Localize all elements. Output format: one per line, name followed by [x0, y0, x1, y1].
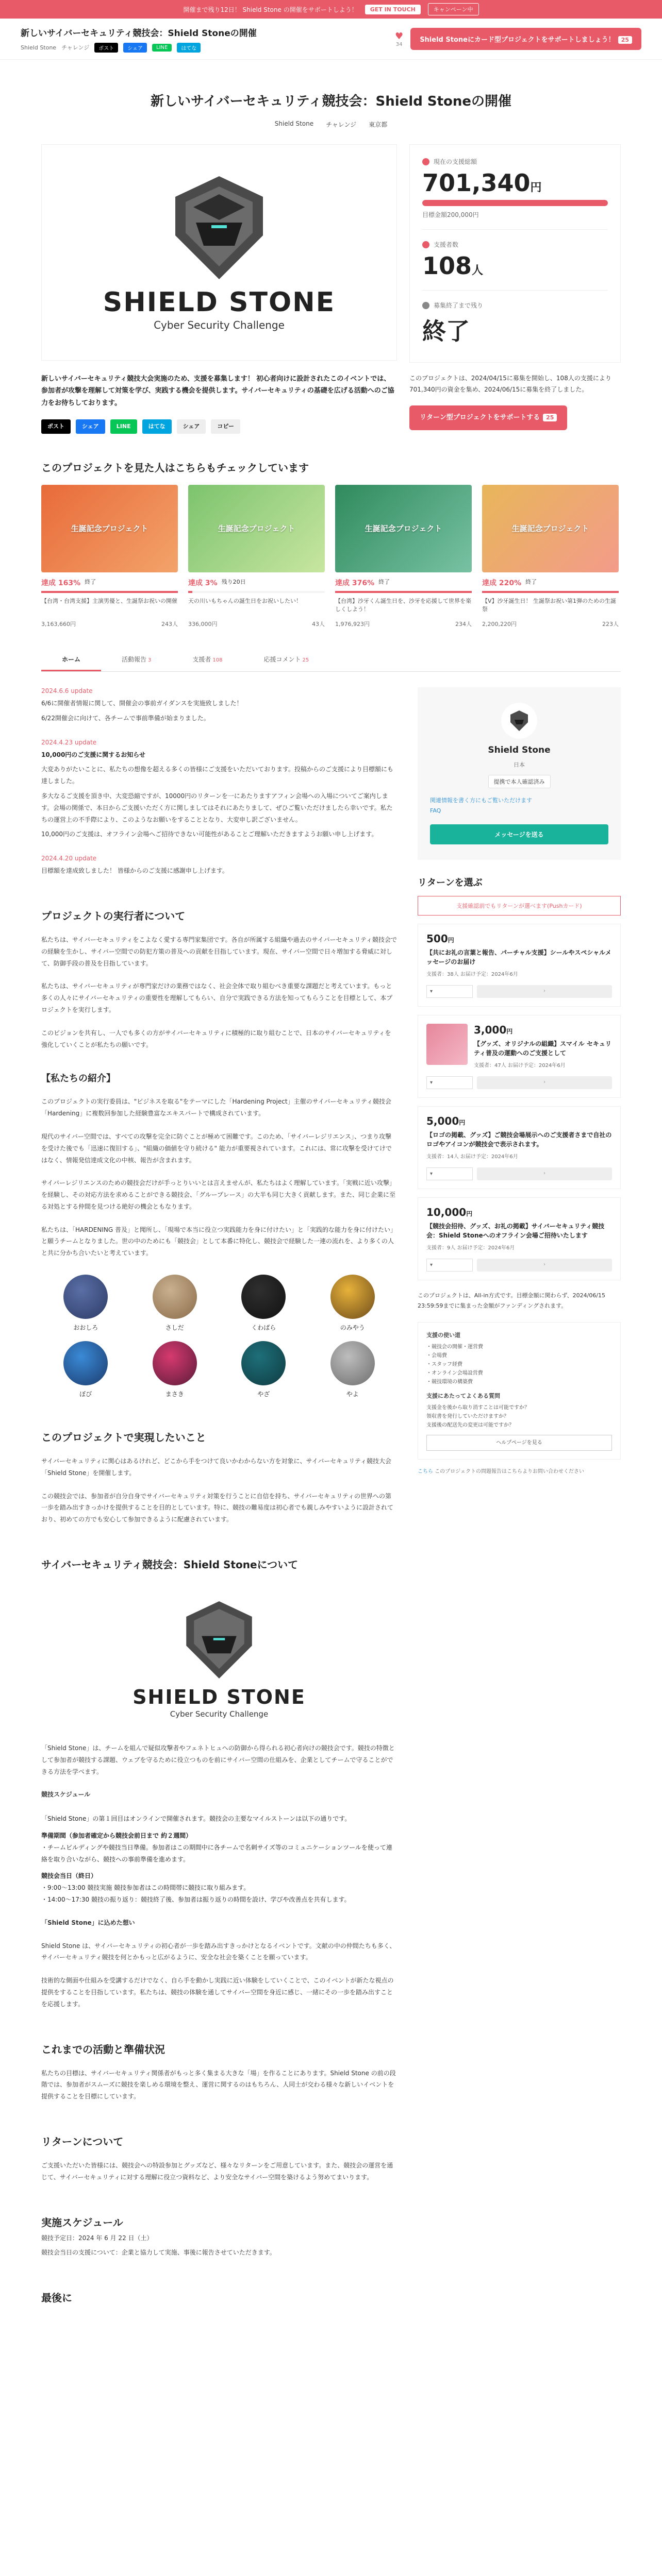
faq-item[interactable]: 支援金を後から取り消すことは可能ですか？ — [426, 1404, 529, 1411]
recommend-card-days: 残り20日 — [221, 578, 246, 585]
update-text: 大変ありがたいことに、私たちの想像を超える多くの皆様にご支援をいただいております。投稿からのご支援により目標額にも達しました。 — [41, 766, 394, 785]
faq-link[interactable]: FAQ — [430, 807, 441, 814]
recommend-card-progress — [335, 578, 472, 588]
copy-link-button[interactable]: コピー — [211, 419, 240, 434]
paragraph: 競技会当日の支援について：企業と協力して実施、事後に報告させていただきます。 — [41, 2249, 276, 2257]
schedule-item: ・14:00～17:30 競技の振り返り：競技終了後、参加者は振り返りの時間を設け、学びや改善点を共有します。 — [41, 1896, 351, 1904]
member-card — [219, 1275, 308, 1332]
favorite-count: 34 — [395, 41, 403, 47]
paragraph: サイバーレジリエンスのための競技会だけが手っとりいいとは言えませんが、私たちはよく理解しています。「実戦に近い攻撃」を経験し、その対応方法を求めることができる競技会、「グループレース」の大半も同じ大きく貢献します。また、同じ企業に至る対処とする仲間を見つける絶好の機会ともなります。 — [41, 1179, 396, 1210]
recommend-card-backers: 234人 — [455, 620, 472, 628]
funds-unit: 円 — [530, 181, 542, 194]
sidebar — [418, 687, 621, 2304]
tab-3[interactable] — [243, 649, 330, 671]
support-project-badge: 25 — [543, 414, 557, 421]
creator-location: 日本 — [514, 761, 525, 768]
all-in-note: このプロジェクトは、All-in方式です。目標金額に関わらず、2024/06/15 23:59:59までに集まった金額がファンディングされます。 — [418, 1292, 606, 1310]
header-category[interactable]: チャレンジ — [61, 44, 90, 51]
share-hatena-button[interactable]: はてな — [177, 43, 201, 53]
recommend-card-progress — [41, 578, 178, 588]
content-logo-image — [41, 1587, 397, 1731]
recommend-card-bar-fill — [188, 591, 192, 593]
reward-card[interactable] — [418, 1197, 621, 1280]
member-card — [41, 1341, 130, 1398]
project-category[interactable]: チャレンジ — [326, 121, 357, 128]
heart-icon: ♥ — [395, 30, 404, 42]
share-x-button[interactable]: ポスト — [41, 419, 71, 434]
reward-select-button[interactable]: › — [477, 1259, 612, 1272]
reward-price — [426, 1206, 612, 1218]
reward-actions — [426, 985, 612, 998]
usage-guide — [418, 1322, 621, 1459]
update-text: 6/22開催会に向けて、各チームで事前準備が始まりました。 — [41, 714, 210, 722]
tab-count: 3 — [148, 657, 152, 663]
stats-panel — [409, 144, 621, 363]
member-card — [308, 1341, 398, 1398]
remaining-value: 終了 — [422, 317, 470, 345]
update-text: 10,000円のご支援は、オフライン会場へご招待できない可能性があることご理解いただきますようお願い申し上げます。 — [41, 831, 378, 838]
recommend-card-title[interactable]: 【台湾・台湾支援】主演男優と、生誕祭お祝いの開催 — [41, 597, 177, 604]
recommend-cards — [41, 485, 621, 628]
send-message-button[interactable]: メッセージを送る — [430, 824, 608, 844]
hero-image — [41, 144, 397, 361]
reward-price-value: 10,000 — [426, 1206, 467, 1218]
recommend-card-bar — [482, 591, 619, 593]
tab-2[interactable] — [172, 649, 243, 671]
update-date[interactable]: 2024.4.20 update — [41, 855, 97, 862]
creator-avatar[interactable] — [501, 703, 537, 739]
schedule-item: ・チームビルディングや競技当日準備。参加者はこの期間中に各チームで名刺サイズ等のコミュニケーションツールを使って連絡を取り合いながら、競技への事前準備を進めます。 — [41, 1843, 392, 1863]
shield-helmet-icon — [168, 174, 271, 282]
recommend-card-image[interactable]: 生誕記念プロジェクト — [188, 485, 325, 572]
returns-heading: リターンを選ぶ — [418, 877, 483, 888]
remaining-label: 募集終了まで残り — [434, 302, 484, 309]
reward-price-value: 500 — [426, 932, 448, 945]
member-avatar — [241, 1341, 286, 1385]
tab-0[interactable] — [41, 649, 101, 671]
header-support-badge: 25 — [618, 36, 632, 44]
funds-value: 701,340 — [422, 169, 531, 197]
report-link[interactable]: こちら — [418, 1468, 433, 1475]
member-card — [219, 1341, 308, 1398]
recommend-card-days: 終了 — [85, 578, 96, 585]
tab-label: ホーム — [62, 655, 81, 663]
reward-select-button[interactable]: › — [477, 1076, 612, 1089]
creator-name[interactable]: Shield Stone — [488, 744, 551, 755]
tab-label: 活動報告 — [122, 655, 147, 663]
hero-logo-word: SHIELD STONE — [103, 287, 336, 318]
reward-meta: 支援者：47人 お届け予定：2024年6月 — [474, 1062, 566, 1069]
update-text: 10,000円のご支援に関するお知らせ — [41, 751, 145, 758]
recommend-card-image[interactable]: 生誕記念プロジェクト — [41, 485, 178, 572]
member-avatar — [153, 1275, 197, 1319]
recommend-card-pct: 達成 220% — [482, 579, 522, 587]
reward-actions — [426, 1167, 612, 1180]
reward-card[interactable] — [418, 1015, 621, 1098]
recommend-card[interactable] — [335, 485, 472, 628]
recommend-card-footer — [41, 620, 178, 628]
member-name: まさき — [165, 1391, 184, 1398]
subheading: 競技スケジュール — [41, 1791, 91, 1799]
reward-card[interactable] — [418, 1106, 621, 1189]
paragraph: ご支援いただいた皆様には、競技会への特設参加とグッズなど、様々なリターンをご用意しています。また、競技会の運営を通じて、サイバーセキュリティに対する理解に役立つ資料など、より安全なサイバー空間を築けるよう努めてまいります。 — [41, 2162, 393, 2181]
creator-card — [418, 687, 621, 860]
member-name: やざ — [257, 1391, 270, 1398]
tab-bar — [41, 649, 621, 672]
recommend-card-progress — [482, 578, 619, 588]
recommend-card-pct: 達成 376% — [335, 579, 375, 587]
faq-item[interactable]: 領収書を発行していただけますか？ — [426, 1413, 509, 1419]
backers-label: 支援者数 — [434, 241, 459, 248]
recommend-card-title[interactable]: 【V】沙牙誕生日！ 生誕祭お祝い第1弾のための生誕祭 — [482, 597, 617, 613]
user-icon — [422, 241, 429, 248]
faq-title: 支援にあたってよくある質問 — [426, 1393, 500, 1400]
header-support-label: Shield Stoneにカード型プロジェクトをサポートしましょう！ — [420, 36, 615, 44]
recommend-card[interactable] — [482, 485, 619, 628]
section-heading-team: プロジェクトの実行者について — [41, 909, 186, 922]
recommend-card-image[interactable]: 生誕記念プロジェクト — [335, 485, 472, 572]
content-logo-sub: Cyber Security Challenge — [170, 1709, 269, 1719]
backers-unit: 人 — [472, 264, 484, 277]
member-name: おおしろ — [73, 1324, 98, 1332]
usage-item: ・オンライン会場設営費 — [426, 1370, 483, 1377]
section-heading-goal: このプロジェクトで実現したいこと — [41, 1431, 206, 1444]
member-avatar — [241, 1275, 286, 1319]
header-org[interactable]: Shield Stone — [21, 44, 57, 51]
reward-title: 【ロゴの掲載、グッズ】ご競技会場展示へのご支援者さまで自社のロゴやアイコンが競技会で表示されます。 — [426, 1131, 612, 1148]
section-heading-about: サイバーセキュリティ競技会：Shield Stoneについて — [41, 1558, 299, 1571]
header-support-button[interactable] — [410, 28, 641, 50]
project-status-text: このプロジェクトは、2024/04/15に募集を開始し、108人の支援により 701,340円の資金を集め、2024/06/15に募集を終了しました。 — [409, 375, 611, 393]
support-project-button[interactable] — [409, 405, 567, 430]
section-heading-final: 最後に — [41, 2292, 72, 2304]
reward-price — [426, 933, 612, 945]
recommend-card-footer — [335, 620, 472, 628]
campaign-badge[interactable]: キャンペーン中 — [428, 3, 479, 15]
reward-price-value: 5,000 — [426, 1114, 459, 1127]
paragraph: 私たちは、サイバーセキュリティが専門家だけの業務ではなく、社会全体で取り組むべき重要な課題だと考えています。もっと多くの人々にサイバーセキュリティの重要性を理解してもらい、自分で実践できる方法を知ってもらうことを目標として、本プロジェクトを実行します。 — [41, 982, 393, 1013]
recommend-card-bar-fill — [41, 591, 178, 593]
reward-title: 【共にお礼の言葉と報告、パーチャル支援】シールやスペシャルメッセージのお届け — [426, 948, 611, 965]
usage-item: ・競技会の開催・運営費 — [426, 1344, 483, 1350]
tab-1[interactable] — [101, 649, 172, 671]
page-title: 新しいサイバーセキュリティ競技会：Shield Stoneの開催 — [150, 94, 512, 109]
usage-guide-title: 支援の使い道 — [426, 1332, 460, 1339]
recommend-title: このプロジェクトを見た人はこちらもチェックしています — [41, 461, 309, 474]
member-name: のみやう — [340, 1324, 365, 1332]
main-content — [41, 687, 397, 2304]
goal-text: 目標金額200,000円 — [422, 211, 479, 218]
section-heading-status: これまでの活動と準備状況 — [41, 2043, 165, 2056]
paragraph: 私たちの目標は、サイバーセキュリティ関係者がもっと多く集まる大きな「場」を作ることにあります。Shield Stone の前の段階では、参加者がスムーズに競技を楽しめる環境を整え、運営に関するのはもちろん、人同士が交わる様々な新しいイベントを提供することを目標にしています。 — [41, 2069, 396, 2100]
schedule-item: 準備期間（参加者確定から競技会前日まで 約２週間） — [41, 1832, 192, 1840]
shield-helmet-icon — [509, 710, 529, 732]
member-card — [130, 1275, 220, 1332]
member-avatar — [63, 1341, 108, 1385]
help-page-button[interactable]: ヘルプページを見る — [426, 1435, 612, 1451]
reward-image — [426, 1024, 468, 1065]
paragraph: このプロジェクトの実行委員は、"ピジネスを取る"をテーマにした「Hardening Project」主催のサイバーセキュリティ競技会「Hardening」に複数回参加した経験豊富なエキスパートで構成されています。 — [41, 1098, 392, 1117]
reward-price-unit: 円 — [448, 936, 454, 944]
share-facebook-button[interactable]: シェア — [123, 43, 147, 53]
recommend-card-bar — [335, 591, 472, 593]
backers-value: 108 — [422, 252, 472, 280]
member-card — [308, 1275, 398, 1332]
tab-label: 支援者 — [192, 655, 211, 663]
recommend-card-backers: 43人 — [312, 620, 325, 628]
reward-title: 【グッズ、オリジナルの組織】スマイル セキュリティ普及の運動へのご支援として — [474, 1040, 611, 1057]
project-location: 東京都 — [369, 121, 388, 128]
reward-price-unit: 円 — [466, 1210, 473, 1217]
shield-helmet-icon — [180, 1599, 258, 1681]
recommend-card-bar — [41, 591, 178, 593]
paragraph: このビジョンを共有し、一人でも多くの方がサイバーセキュリティに積極的に取り組むことで、日本のサイバーセキュリティを強化していくことが私たちの願いです。 — [41, 1029, 391, 1048]
paragraph: サイバーセキュリティに関心はあるけれど、どこから手をつけて良いかわからない方を対象に、サイバーセキュリティ競技大会「Shield Stone」を開催します。 — [41, 1458, 391, 1477]
announcement-text: 開催まで残り12日！ Shield Stone の開催をサポートしよう！ — [183, 6, 358, 13]
recommend-card-pct: 達成 163% — [41, 579, 81, 587]
reward-meta: 支援者：14人 お届け予定：2024年6月 — [426, 1154, 518, 1160]
member-avatar — [330, 1341, 375, 1385]
share-facebook-button[interactable]: シェア — [76, 419, 105, 434]
recommend-card-amount: 3,163,660円 — [41, 620, 76, 628]
creator-link[interactable]: 関連情報を書く方にもご覧いただけます — [430, 796, 532, 804]
tab-label: 応援コメント — [263, 655, 301, 663]
recommend-card-image[interactable]: 生誕記念プロジェクト — [482, 485, 619, 572]
reward-price-value: 3,000 — [474, 1023, 507, 1036]
reward-actions — [426, 1259, 612, 1272]
reward-quantity-select[interactable]: ▾ — [426, 1076, 473, 1089]
section-heading-members: 【私たちの紹介】 — [41, 1073, 115, 1084]
reward-price-unit: 円 — [459, 1118, 466, 1126]
recommend-card-pct: 達成 3% — [188, 579, 218, 587]
paragraph: 私たちは、「HARDENING 普及」と聞所し、「現場で本当に役立つ実践能力を身に付けたい」と「実践的な能力を身に付けたい」と願うチームとなりました。世の中のためにも「競技会」として本番に特化し、競技会で経験した一連の流れを、より多くの人と共に分かち合いたいと考えています。 — [41, 1226, 397, 1257]
member-name: ぼび — [79, 1391, 92, 1398]
paragraph: Shield Stone は、サイバーセキュリティの初心者が一歩を踏み出すきっかけとなるイベントです。文献の中の仲間たちも多く、サイバーセキュリティ競技を何とかもっと広がるように、安全な社会を築くことを願っています。 — [41, 1942, 396, 1961]
member-avatar — [63, 1275, 108, 1319]
favorite-button[interactable] — [395, 31, 403, 47]
member-card — [41, 1275, 130, 1332]
subheading: 「Shield Stone」に込めた想い — [41, 1919, 135, 1926]
member-card — [130, 1341, 220, 1398]
reward-meta: 支援者：9人 お届け予定：2024年6月 — [426, 1245, 515, 1251]
returns-note: 支援確認前でもリターンが選べます(Pushカード) — [418, 896, 621, 916]
recommend-card-days: 終了 — [378, 578, 390, 585]
paragraph: 私たちは、サイバーセキュリティをこよなく愛する専門家集団です。各自が所属する組織や過去のサイバーセキュリティ競技会での経験を生かし、サイバー空間での防犯方策の普及への貢献を目指しています。現在、サイバー空間で日々増加する脅威に対して、防御手段の普及を目指しています。 — [41, 936, 398, 967]
schedule-item: 「Shield Stone」の第１回目はオンラインで開催されます。競技会の主要なマイルストーンは以下の通りです。 — [41, 1815, 351, 1823]
recommend-card-days: 終了 — [525, 578, 537, 585]
member-avatar — [330, 1275, 375, 1319]
reward-actions — [426, 1076, 612, 1089]
reward-meta: 支援者：38人 お届け予定：2024年6月 — [426, 971, 518, 977]
share-line-button[interactable]: LINE — [110, 419, 137, 434]
announcement-bar — [0, 0, 662, 19]
recommend-card-footer — [482, 620, 619, 628]
recommend-card-title[interactable]: 【台湾】沙牙くん誕生日を、沙牙を応援して世界を楽しくしよう！ — [335, 597, 471, 613]
hero-logo-sub: Cyber Security Challenge — [154, 319, 285, 331]
schedule-item: 競技会当日（終日） — [41, 1872, 97, 1880]
update-text: 6/6に開催者情報に関して、開催会の事前ガイダンスを実施致しました！ — [41, 699, 243, 707]
recommend-card-bar — [188, 591, 325, 593]
clock-icon — [422, 302, 429, 309]
recommend-card-backers: 243人 — [161, 620, 178, 628]
update-text: 目標額を達成致しました！ 皆様からのご支援に感謝申し上げます。 — [41, 867, 228, 875]
update-text: 多大なるご支援を頂き中、大変恐縮ですが、10000円のリターンを一にあたりますアフィン会場への入場についてご案内します。会場の関係で、本日からご支援いただく方に関しましてはそれにあたりまして、ぜひご覧いただけましたら幸いです。私たちの運営上の不手際により、このようなお願いをすることとなり、大変申し訳ございません。 — [41, 792, 393, 823]
reward-select-button[interactable]: › — [477, 1167, 612, 1180]
reward-card[interactable] — [418, 924, 621, 1007]
member-name: さしだ — [165, 1324, 184, 1332]
sticky-header — [0, 19, 662, 60]
paragraph: 技術的な側面や仕組みを受講するだけでなく、自ら手を動かし実践に近い体験をしていくことで、このイベントが新たな視点の提供をすることを目指しています。私たちは、競技の体験を通してサイバー空間を身近に感じ、一緒にその一歩を踏み出すことを応援します。 — [41, 1977, 394, 2008]
reward-quantity-select[interactable]: ▾ — [426, 1259, 473, 1272]
recommend-card[interactable] — [188, 485, 325, 628]
funding-progress-bar — [422, 200, 608, 206]
recommend-card-amount: 2,200,220円 — [482, 620, 517, 628]
recommend-card-amount: 336,000円 — [188, 620, 218, 628]
tab-count: 25 — [302, 657, 309, 663]
schedule-item: ・9:00～13:00 競技実施 競技参加者はこの時間帯に競技に取り組みます。 — [41, 1884, 250, 1892]
update-date[interactable]: 2024.6.6 update — [41, 687, 93, 694]
funds-label: 現在の支援総額 — [434, 158, 477, 165]
yen-icon — [422, 158, 429, 165]
recommend-card[interactable] — [41, 485, 178, 628]
paragraph: 現代のサイバー空間では、すべての攻撃を完全に防ぐことが極めて困難です。このため、「サイバーレジリエンス」、つまり攻撃を受けた後でも「迅速に復旧する」、"組織の価値を守り続ける" 能力が重要視されています。これには、常に攻撃を受けてけではなく、情報発信達成文化の中核、報告が含まれます。 — [41, 1132, 392, 1164]
paragraph: 競技予定日：2024 年 6 月 22 日（土） — [41, 2234, 153, 2242]
member-grid — [41, 1275, 397, 1398]
reward-quantity-select[interactable]: ▾ — [426, 985, 473, 998]
reward-select-button[interactable]: › — [477, 985, 612, 998]
member-name: やよ — [346, 1391, 359, 1398]
project-org[interactable]: Shield Stone — [274, 120, 314, 127]
recommend-card-bar-fill — [335, 591, 472, 593]
reward-title: 【競技会招待、グッズ、お礼の掲載】サイバーセキュリティ競技会：Shield Stoneへのオフライン会場ご招待いたします — [426, 1222, 605, 1239]
reward-quantity-select[interactable]: ▾ — [426, 1167, 473, 1180]
identity-verified-badge: 提携で本人確認済み — [488, 775, 551, 788]
usage-item: ・スタッフ経費 — [426, 1362, 462, 1368]
recommend-card-progress — [188, 578, 325, 588]
member-name: くわばら — [251, 1324, 276, 1332]
recommend-card-footer — [188, 620, 325, 628]
tab-count: 108 — [212, 657, 223, 663]
get-in-touch-button[interactable]: GET IN TOUCH — [365, 5, 421, 14]
section-heading-return: リターンについて — [41, 2136, 124, 2148]
recommend-card-title[interactable]: 天の川いもちゃんの誕生日をお祝いしたい！ — [188, 597, 302, 604]
member-avatar — [153, 1341, 197, 1385]
support-project-label: リターン型プロジェクトをサポートする — [420, 414, 540, 422]
report-text: このプロジェクトの問題報告はこちらよりお問い合わせください — [435, 1468, 584, 1475]
usage-item: ・会場費 — [426, 1353, 447, 1359]
faq-item[interactable]: 支援後の配送先の変更は可能ですか？ — [426, 1422, 514, 1428]
schedule-list — [41, 1813, 397, 1906]
content-logo-word: SHIELD STONE — [133, 1686, 306, 1709]
paragraph: 「Shield Stone」は、チームを組んで疑似攻撃者やフェネトヒュへの防御から得られる初心者向けの競技会です。競技の特徴として参加者が競技する課題、ウェブを守るために役立つものを前にサイバー空間の仕組みを、企業としてチームで守ることができる方法を学べます。 — [41, 1744, 395, 1775]
usage-item: ・競技環境の構築費 — [426, 1379, 473, 1385]
share-line-button[interactable]: LINE — [152, 44, 172, 52]
reward-price — [426, 1115, 612, 1127]
share-hatena-button[interactable]: はてな — [142, 419, 172, 434]
funding-progress-fill — [422, 200, 608, 206]
paragraph: この競技会では、参加者が自分自身でサイバーセキュリティ対策を行うことに自信を持ち、サイバーセキュリティの世界への第一歩を踏み出すきっかけを提供することを目的としています。特に、競技の難易度は初心者でも親しみやすいように設計されており、初めての方でも安心して参加できるように配慮されています。 — [41, 1492, 394, 1523]
recommend-card-backers: 223人 — [602, 620, 619, 628]
recommend-card-amount: 1,976,923円 — [335, 620, 370, 628]
reward-price-unit: 円 — [506, 1027, 513, 1035]
project-summary: 新しいサイバーセキュリティ競技大会実施のため、支援を募集します！ 初心者向けに設計されたこのイベントでは、参加者が攻撃を理解して対策を学び、実践する機会を提供します。サイバーセキュリティの基礎を広げる活動へのご協力をお待ちしております。 — [41, 375, 394, 407]
report-note — [418, 1467, 621, 1475]
recommend-card-bar-fill — [482, 591, 619, 593]
share-generic-button[interactable]: シェア — [177, 419, 206, 434]
update-date[interactable]: 2024.4.23 update — [41, 738, 97, 746]
section-heading-exec: 実施スケジュール — [41, 2216, 123, 2229]
header-title: 新しいサイバーセキュリティ競技会：Shield Stoneの開催 — [21, 28, 257, 39]
share-x-button[interactable]: ポスト — [94, 43, 118, 53]
